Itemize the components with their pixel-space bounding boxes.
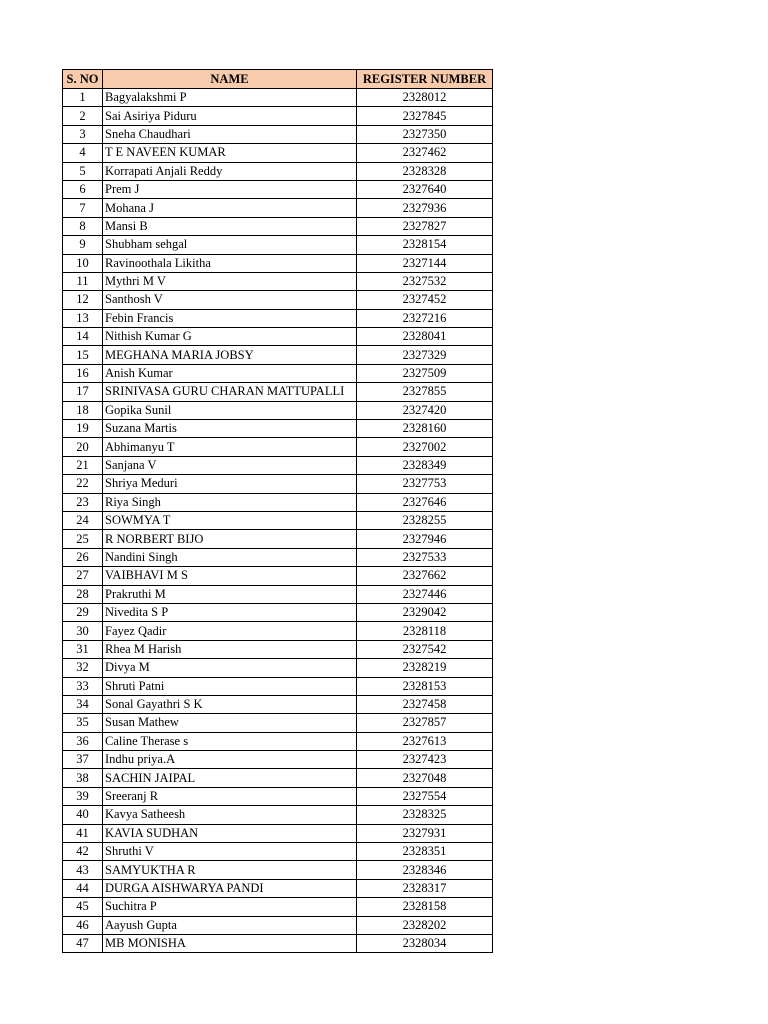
serial-number-cell: 42 xyxy=(63,843,103,861)
serial-number-cell: 8 xyxy=(63,217,103,235)
serial-number-cell: 5 xyxy=(63,162,103,180)
register-number-cell: 2328202 xyxy=(357,916,493,934)
table-header xyxy=(63,70,493,89)
serial-number-cell: 29 xyxy=(63,603,103,621)
register-number-cell: 2328317 xyxy=(357,879,493,897)
serial-number-cell: 26 xyxy=(63,548,103,566)
serial-number-cell: 47 xyxy=(63,934,103,952)
student-name-cell: Divya M xyxy=(103,659,357,677)
student-name-cell: Indhu priya.A xyxy=(103,751,357,769)
table-row xyxy=(63,346,493,364)
register-number-cell: 2327542 xyxy=(357,640,493,658)
serial-number-cell: 16 xyxy=(63,364,103,382)
table-row xyxy=(63,475,493,493)
student-name-cell: Sonal Gayathri S K xyxy=(103,695,357,713)
student-name-cell: DURGA AISHWARYA PANDI xyxy=(103,879,357,897)
table-row xyxy=(63,916,493,934)
student-name-cell: Sreeranj R xyxy=(103,787,357,805)
serial-number-cell: 2 xyxy=(63,107,103,125)
student-name-cell: Caline Therase s xyxy=(103,732,357,750)
table-row xyxy=(63,254,493,272)
student-name-cell: Ravinoothala Likitha xyxy=(103,254,357,272)
table-row xyxy=(63,695,493,713)
serial-number-cell: 15 xyxy=(63,346,103,364)
table-row xyxy=(63,364,493,382)
student-name-cell: KAVIA SUDHAN xyxy=(103,824,357,842)
student-name-cell: Rhea M Harish xyxy=(103,640,357,658)
serial-number-cell: 22 xyxy=(63,475,103,493)
register-number-cell: 2328328 xyxy=(357,162,493,180)
serial-number-cell: 3 xyxy=(63,125,103,143)
table-row xyxy=(63,89,493,107)
serial-number-cell: 6 xyxy=(63,180,103,198)
table-row xyxy=(63,162,493,180)
student-name-cell: Mythri M V xyxy=(103,272,357,290)
register-number-cell: 2327554 xyxy=(357,787,493,805)
table-row xyxy=(63,236,493,254)
serial-number-cell: 19 xyxy=(63,420,103,438)
student-name-cell: Riya Singh xyxy=(103,493,357,511)
table-row xyxy=(63,879,493,897)
register-number-cell: 2328160 xyxy=(357,420,493,438)
serial-number-cell: 34 xyxy=(63,695,103,713)
student-register-table xyxy=(62,69,493,953)
student-name-cell: SAMYUKTHA R xyxy=(103,861,357,879)
table-row xyxy=(63,806,493,824)
register-number-cell: 2327423 xyxy=(357,751,493,769)
student-name-cell: Mohana J xyxy=(103,199,357,217)
header-register-number: REGISTER NUMBER xyxy=(357,70,493,89)
register-number-cell: 2327931 xyxy=(357,824,493,842)
serial-number-cell: 9 xyxy=(63,236,103,254)
register-number-cell: 2327613 xyxy=(357,732,493,750)
register-number-cell: 2328153 xyxy=(357,677,493,695)
serial-number-cell: 10 xyxy=(63,254,103,272)
register-number-cell: 2327002 xyxy=(357,438,493,456)
table-row xyxy=(63,769,493,787)
register-number-cell: 2328219 xyxy=(357,659,493,677)
student-name-cell: Shriya Meduri xyxy=(103,475,357,493)
register-number-cell: 2327662 xyxy=(357,567,493,585)
register-number-cell: 2327350 xyxy=(357,125,493,143)
student-name-cell: Prakruthi M xyxy=(103,585,357,603)
register-number-cell: 2327462 xyxy=(357,144,493,162)
student-name-cell: SOWMYA T xyxy=(103,511,357,529)
student-name-cell: Abhimanyu T xyxy=(103,438,357,456)
table-row xyxy=(63,934,493,952)
register-number-cell: 2327420 xyxy=(357,401,493,419)
register-number-cell: 2327452 xyxy=(357,291,493,309)
header-row xyxy=(63,70,493,89)
register-number-cell: 2327446 xyxy=(357,585,493,603)
serial-number-cell: 35 xyxy=(63,714,103,732)
register-number-cell: 2327753 xyxy=(357,475,493,493)
register-number-cell: 2327329 xyxy=(357,346,493,364)
table-row xyxy=(63,438,493,456)
table-row xyxy=(63,144,493,162)
serial-number-cell: 13 xyxy=(63,309,103,327)
student-name-cell: Santhosh V xyxy=(103,291,357,309)
table-row xyxy=(63,861,493,879)
serial-number-cell: 30 xyxy=(63,622,103,640)
student-name-cell: Aayush Gupta xyxy=(103,916,357,934)
serial-number-cell: 11 xyxy=(63,272,103,290)
serial-number-cell: 25 xyxy=(63,530,103,548)
register-number-cell: 2328346 xyxy=(357,861,493,879)
register-number-cell: 2328118 xyxy=(357,622,493,640)
student-name-cell: Mansi B xyxy=(103,217,357,235)
serial-number-cell: 14 xyxy=(63,328,103,346)
register-number-cell: 2327646 xyxy=(357,493,493,511)
serial-number-cell: 18 xyxy=(63,401,103,419)
table-row xyxy=(63,585,493,603)
table-row xyxy=(63,401,493,419)
student-name-cell: Shruthi V xyxy=(103,843,357,861)
table-body xyxy=(63,89,493,953)
student-name-cell: Shruti Patni xyxy=(103,677,357,695)
student-name-cell: Nandini Singh xyxy=(103,548,357,566)
register-number-cell: 2327533 xyxy=(357,548,493,566)
header-name: NAME xyxy=(103,70,357,89)
student-name-cell: Sneha Chaudhari xyxy=(103,125,357,143)
serial-number-cell: 1 xyxy=(63,89,103,107)
student-name-cell: MB MONISHA xyxy=(103,934,357,952)
table-row xyxy=(63,751,493,769)
student-name-cell: Bagyalakshmi P xyxy=(103,89,357,107)
student-name-cell: Susan Mathew xyxy=(103,714,357,732)
table-row xyxy=(63,383,493,401)
register-number-cell: 2327946 xyxy=(357,530,493,548)
serial-number-cell: 39 xyxy=(63,787,103,805)
serial-number-cell: 38 xyxy=(63,769,103,787)
serial-number-cell: 33 xyxy=(63,677,103,695)
student-name-cell: SRINIVASA GURU CHARAN MATTUPALLI xyxy=(103,383,357,401)
table-row xyxy=(63,732,493,750)
register-number-cell: 2328041 xyxy=(357,328,493,346)
table-row xyxy=(63,640,493,658)
serial-number-cell: 32 xyxy=(63,659,103,677)
serial-number-cell: 7 xyxy=(63,199,103,217)
register-number-cell: 2328325 xyxy=(357,806,493,824)
table-row xyxy=(63,824,493,842)
register-number-cell: 2327845 xyxy=(357,107,493,125)
table-row xyxy=(63,622,493,640)
serial-number-cell: 43 xyxy=(63,861,103,879)
student-name-cell: T E NAVEEN KUMAR xyxy=(103,144,357,162)
table-row xyxy=(63,107,493,125)
serial-number-cell: 31 xyxy=(63,640,103,658)
student-name-cell: Prem J xyxy=(103,180,357,198)
register-number-cell: 2327532 xyxy=(357,272,493,290)
serial-number-cell: 12 xyxy=(63,291,103,309)
register-number-cell: 2328034 xyxy=(357,934,493,952)
register-number-cell: 2327640 xyxy=(357,180,493,198)
student-name-cell: Fayez Qadir xyxy=(103,622,357,640)
table-row xyxy=(63,199,493,217)
student-name-cell: Korrapati Anjali Reddy xyxy=(103,162,357,180)
table-row xyxy=(63,217,493,235)
register-number-cell: 2327857 xyxy=(357,714,493,732)
serial-number-cell: 37 xyxy=(63,751,103,769)
register-number-cell: 2327509 xyxy=(357,364,493,382)
table-row xyxy=(63,530,493,548)
serial-number-cell: 41 xyxy=(63,824,103,842)
table-row xyxy=(63,180,493,198)
serial-number-cell: 27 xyxy=(63,567,103,585)
register-number-cell: 2328154 xyxy=(357,236,493,254)
serial-number-cell: 21 xyxy=(63,456,103,474)
table-row xyxy=(63,420,493,438)
table-row xyxy=(63,125,493,143)
serial-number-cell: 46 xyxy=(63,916,103,934)
student-name-cell: Nivedita S P xyxy=(103,603,357,621)
header-serial-number: S. NO xyxy=(63,70,103,89)
student-name-cell: Anish Kumar xyxy=(103,364,357,382)
student-name-cell: Suzana Martis xyxy=(103,420,357,438)
serial-number-cell: 24 xyxy=(63,511,103,529)
table-row xyxy=(63,456,493,474)
table-row xyxy=(63,548,493,566)
student-name-cell: MEGHANA MARIA JOBSY xyxy=(103,346,357,364)
serial-number-cell: 23 xyxy=(63,493,103,511)
table-row xyxy=(63,603,493,621)
register-number-cell: 2328349 xyxy=(357,456,493,474)
student-name-cell: R NORBERT BIJO xyxy=(103,530,357,548)
table-row xyxy=(63,567,493,585)
table-row xyxy=(63,291,493,309)
student-name-cell: SACHIN JAIPAL xyxy=(103,769,357,787)
serial-number-cell: 28 xyxy=(63,585,103,603)
student-name-cell: Nithish Kumar G xyxy=(103,328,357,346)
serial-number-cell: 20 xyxy=(63,438,103,456)
table-row xyxy=(63,659,493,677)
student-name-cell: Kavya Satheesh xyxy=(103,806,357,824)
serial-number-cell: 36 xyxy=(63,732,103,750)
serial-number-cell: 40 xyxy=(63,806,103,824)
register-number-cell: 2327048 xyxy=(357,769,493,787)
table-row xyxy=(63,493,493,511)
student-name-cell: Sanjana V xyxy=(103,456,357,474)
table-row xyxy=(63,787,493,805)
table-row xyxy=(63,328,493,346)
serial-number-cell: 17 xyxy=(63,383,103,401)
student-name-cell: Suchitra P xyxy=(103,898,357,916)
register-number-cell: 2327144 xyxy=(357,254,493,272)
student-name-cell: Febin Francis xyxy=(103,309,357,327)
register-number-cell: 2327936 xyxy=(357,199,493,217)
serial-number-cell: 45 xyxy=(63,898,103,916)
register-number-cell: 2328255 xyxy=(357,511,493,529)
register-number-cell: 2329042 xyxy=(357,603,493,621)
table-row xyxy=(63,843,493,861)
student-name-cell: VAIBHAVI M S xyxy=(103,567,357,585)
table-row xyxy=(63,309,493,327)
register-number-cell: 2328351 xyxy=(357,843,493,861)
register-number-cell: 2328158 xyxy=(357,898,493,916)
register-number-cell: 2328012 xyxy=(357,89,493,107)
register-number-cell: 2327855 xyxy=(357,383,493,401)
serial-number-cell: 44 xyxy=(63,879,103,897)
serial-number-cell: 4 xyxy=(63,144,103,162)
table-row xyxy=(63,677,493,695)
student-name-cell: Gopika Sunil xyxy=(103,401,357,419)
student-name-cell: Shubham sehgal xyxy=(103,236,357,254)
register-number-cell: 2327827 xyxy=(357,217,493,235)
register-number-cell: 2327216 xyxy=(357,309,493,327)
student-name-cell: Sai Asiriya Piduru xyxy=(103,107,357,125)
table-row xyxy=(63,272,493,290)
register-number-cell: 2327458 xyxy=(357,695,493,713)
table-row xyxy=(63,511,493,529)
table-row xyxy=(63,714,493,732)
table-row xyxy=(63,898,493,916)
